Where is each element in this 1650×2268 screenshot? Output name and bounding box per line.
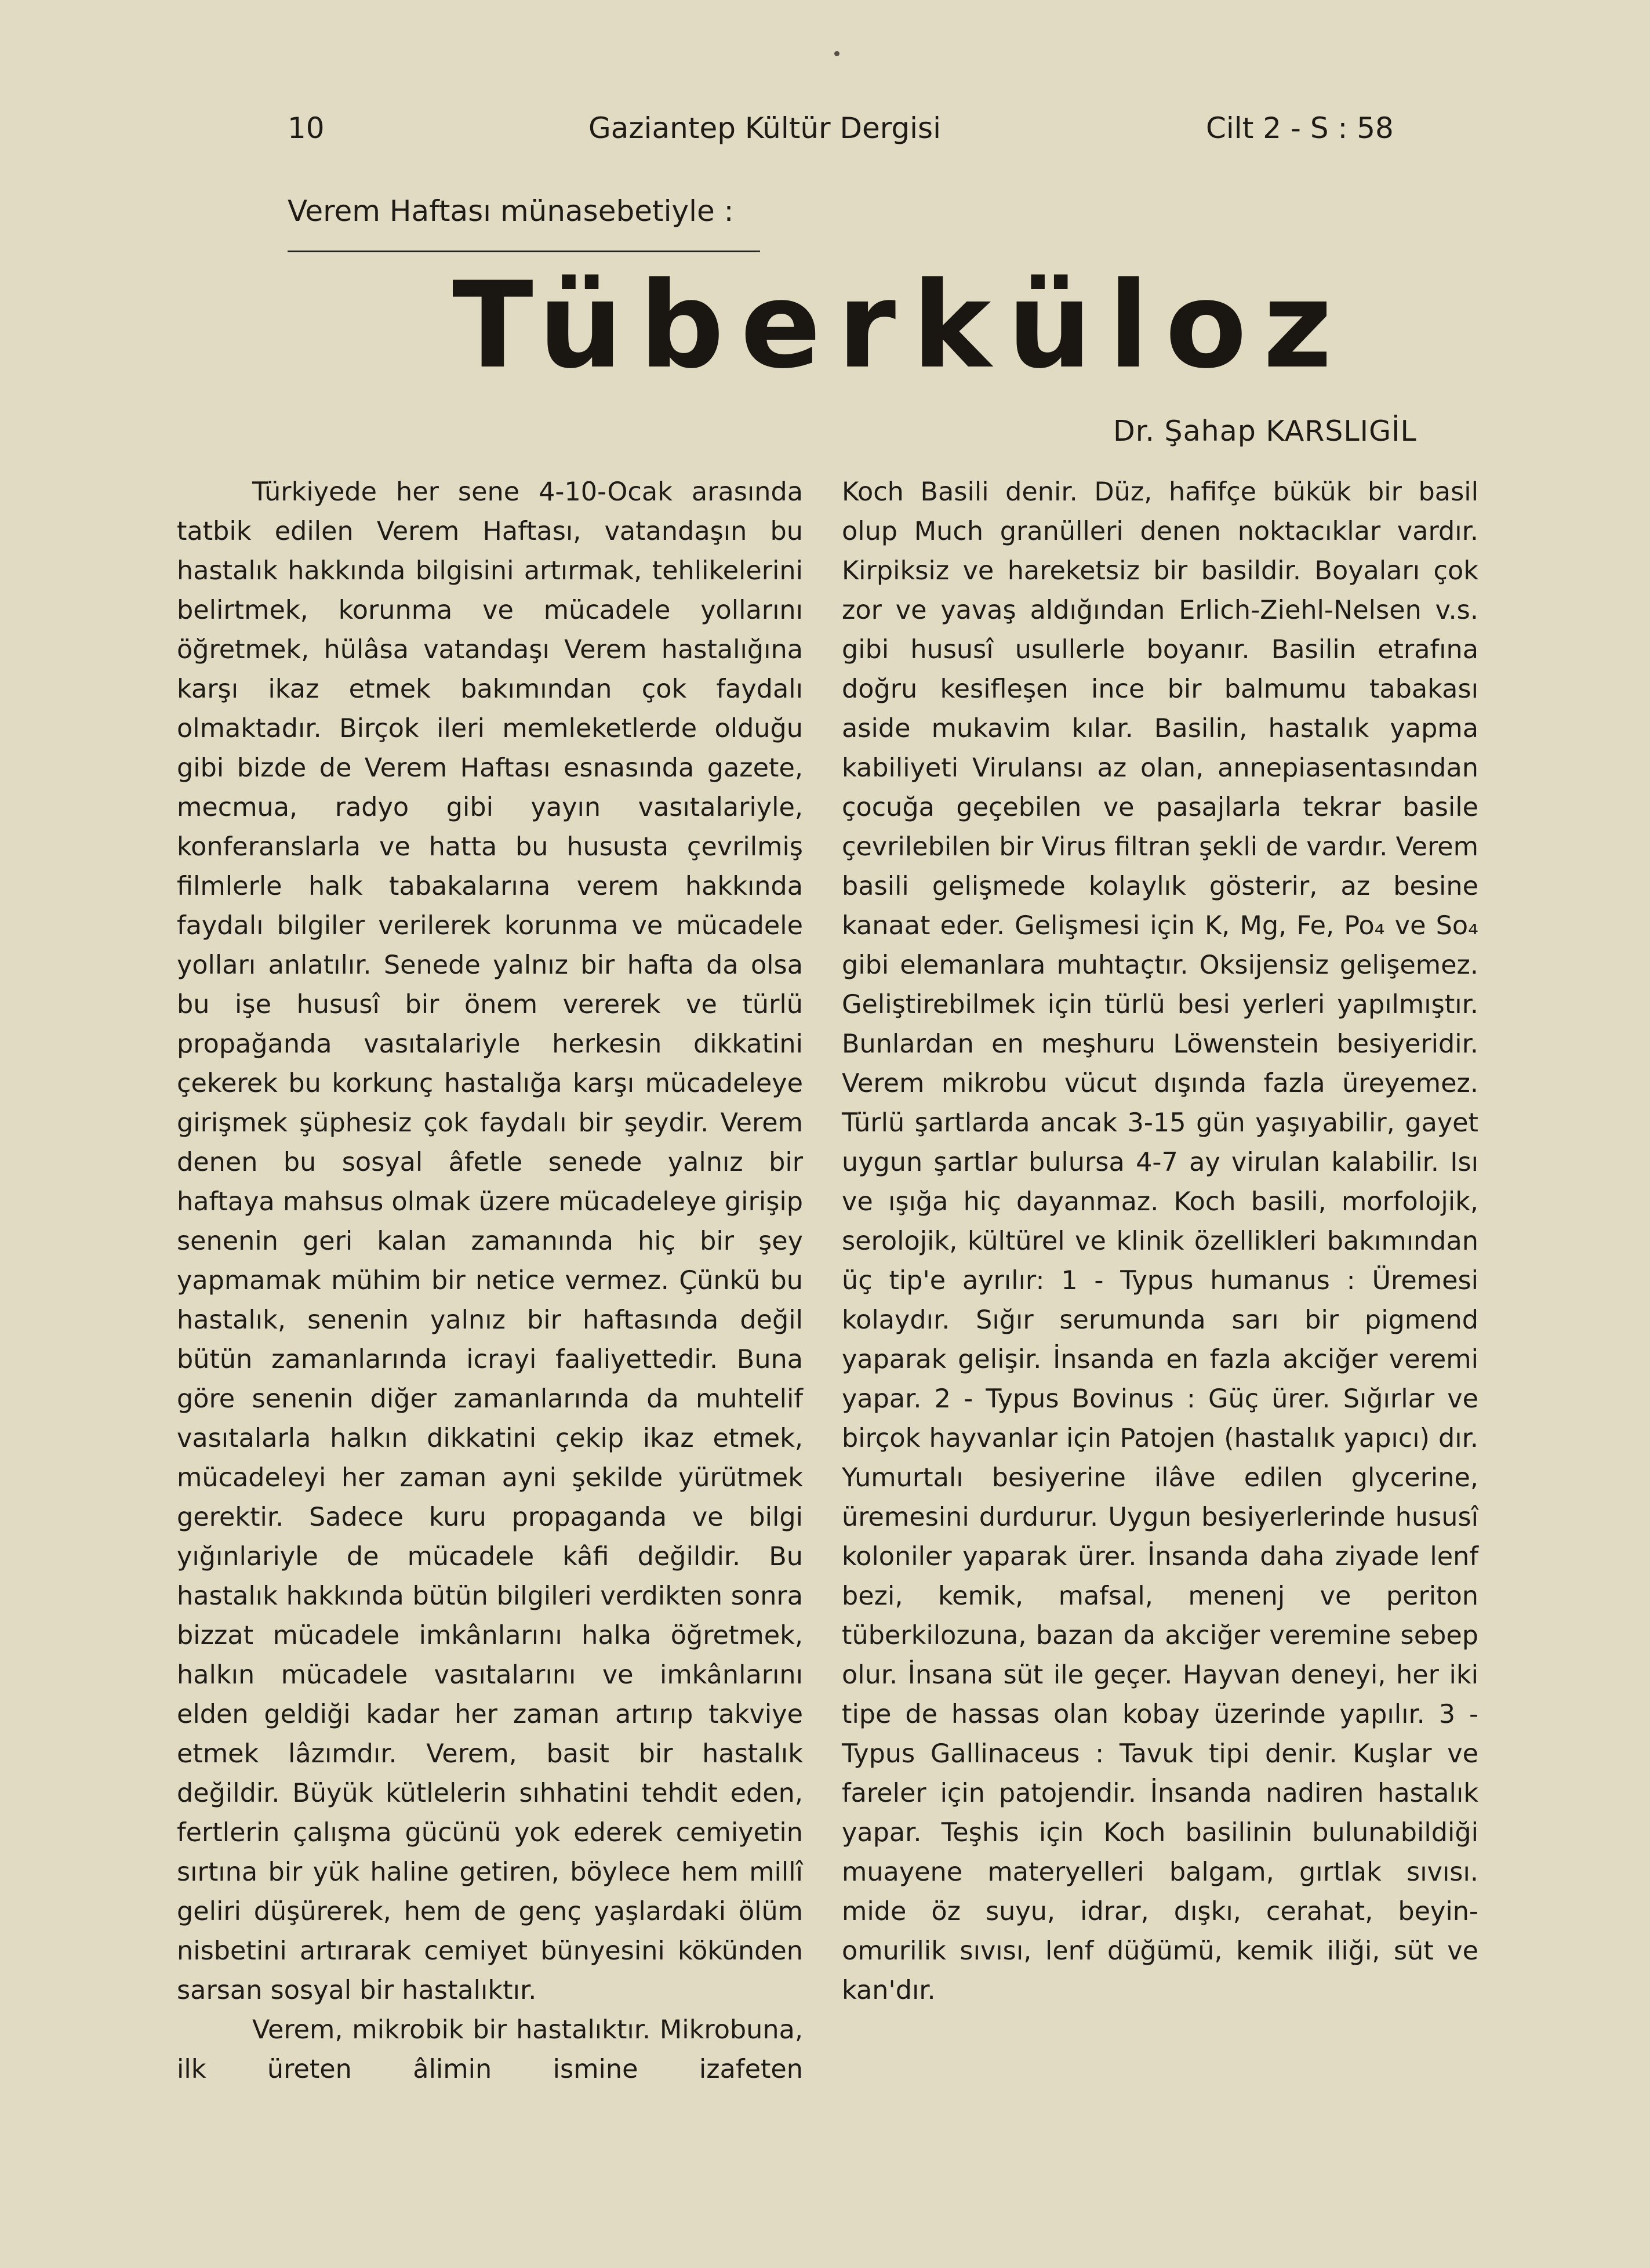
author-byline: Dr. Şahap KARSLIGİL [1113, 415, 1417, 448]
kicker-divider [288, 251, 760, 252]
paragraph: Türkiyede her sene 4-10-Ocak arasında tatbik edilen Verem Haftası, vatandaşın bu hastalık hakkında bilgisini artırmak, tehlikelerini belirtmek, korunma ve mücadele yollarını öğretmek, hülâsa vatandaşı Verem hastalığına karşı ikaz etmek bakımından çok faydalı olmaktadır. Birçok ileri memleketlerde olduğu gibi bizde de Verem Haftası esnasında gazete, mecmua, radyo gibi yayın vasıtalariyle, konferanslarla ve hatta bu hususta çevrilmiş filmlerle halk tabakalarına verem hakkında faydalı bilgiler verilerek korunma ve mücadele yolları anlatılır. Senede yalnız bir hafta da olsa bu işe hususî bir önem vererek ve türlü propağanda vasıtalariyle herkesin dikkatini çekerek bu korkunç hastalığa karşı mücadeleye girişmek şüphesiz çok faydalı bir şeydir. Verem denen bu sosyal âfetle senede yalnız bir haftaya mahsus olmak üzere mücadeleye girişip senenin geri kalan zamanında hiç bir şey yapmamak mühim bir netice vermez. Çünkü bu hastalık, senenin yalnız bir haftasında değil bütün zamanlarında icrayi faaliyettedir. Buna göre senenin diğer zamanlarında da muhtelif vasıtalarla halkın dikkatini çekip ikaz etmek, mücadeleyi her zaman ayni şekilde yürütmek gerektir. Sadece kuru propaganda ve bilgi yığınlariyle de mücadele kâfi değildir. Bu hastalık hakkında bütün bilgileri verdikten sonra bizzat mücadele imkânlarını halka öğretmek, halkın mücadele vasıtalarını ve imkânlarını elden geldiği kadar her zaman artırıp takviye etmek lâzımdır. Verem, basit bir hastalık değildir. Büyük kütlelerin sıhhatini tehdit eden, fertlerin çalışma gücünü yok ederek cemiyetin sırtına bir yük haline getiren, böylece hem millî geliri düşürerek, hem de genç yaşlardaki ölüm nisbetini artırarak cemiyet bünyesini kökünden sarsan sosyal bir hastalıktır. [177, 477, 803, 2005]
right-column [842, 473, 1478, 2011]
page-number: 10 [288, 111, 325, 145]
section-kicker: Verem Haftası münasebetiyle : [288, 194, 734, 228]
article-title: Tüberküloz [452, 257, 1349, 395]
left-column [177, 473, 803, 2089]
volume-issue: Cilt 2 - S : 58 [1206, 111, 1394, 145]
paragraph: Koch Basili denir. Düz, hafifçe bükük bir basil olup Much granülleri denen noktacıklar vardır. Kirpiksiz ve hareketsiz bir basildir. Boyaları çok zor ve yavaş aldığından Erlich-Ziehl-Nelsen v.s. gibi hususî usullerle boyanır. Basilin etrafına doğru kesifleşen ince bir balmumu tabakası aside mukavim kılar. Basilin, hastalık yapma kabiliyeti Virulansı az olan, annepiasentasından çocuğa geçebilen ve pasajlarla tekrar basile çevrilebilen bir Virus filtran şekli de vardır. Verem basili gelişmede kolaylık gösterir, az besine kanaat eder. Gelişmesi için K, Mg, Fe, Po₄ ve So₄ gibi elemanlara muhtaçtır. Oksijensiz gelişemez. Geliştirebilmek için türlü besi yerleri yapılmıştır. Bunlardan en meşhuru Löwenstein besiyeridir. Verem mikrobu vücut dışında fazla üreyemez. Türlü şartlarda ancak 3-15 gün yaşıyabilir, gayet uygun şartlar bulursa 4-7 ay virulan kalabilir. Isı ve ışığa hiç dayanmaz. Koch basili, morfolojik, serolojik, kültürel ve klinik özellikleri bakımından üç tip'e ayrılır: 1 - Typus humanus : Üremesi kolaydır. Sığır serumunda sarı bir pigmend yaparak gelişir. İnsanda en fazla akciğer veremi yapar. 2 - Typus Bovinus : Güç ürer. Sığırlar ve birçok hayvanlar için Patojen (hastalık yapıcı) dır. Yumurtalı besiyerine ilâve edilen glycerine, üremesini durdurur. Uygun besiyerlerinde hususî koloniler yaparak ürer. İnsanda daha ziyade lenf bezi, kemik, mafsal, menenj ve periton tüberkilozuna, bazan da akciğer veremine sebep olur. İnsana süt ile geçer. Hayvan deneyi, her iki tipe de hassas olan kobay üzerinde yapılır. 3 - Typus Gallinaceus : Tavuk tipi denir. Kuşlar ve fareler için patojendir. İnsanda nadiren hastalık yapar. Teşhis için Koch basilinin bulunabildiği muayene materyelleri balgam, gırtlak sıvısı. mide öz suyu, idrar, dışkı, cerahat, beyin-omurilik sıvısı, lenf düğümü, kemik iliği, süt ve kan'dır. [842, 477, 1478, 2005]
print-speck [834, 51, 839, 56]
paragraph: Verem, mikrobik bir hastalıktır. Mikrobuna, ilk üreten âlimin ismine izafeten [177, 2015, 803, 2084]
journal-name: Gaziantep Kültür Dergisi [588, 111, 941, 145]
